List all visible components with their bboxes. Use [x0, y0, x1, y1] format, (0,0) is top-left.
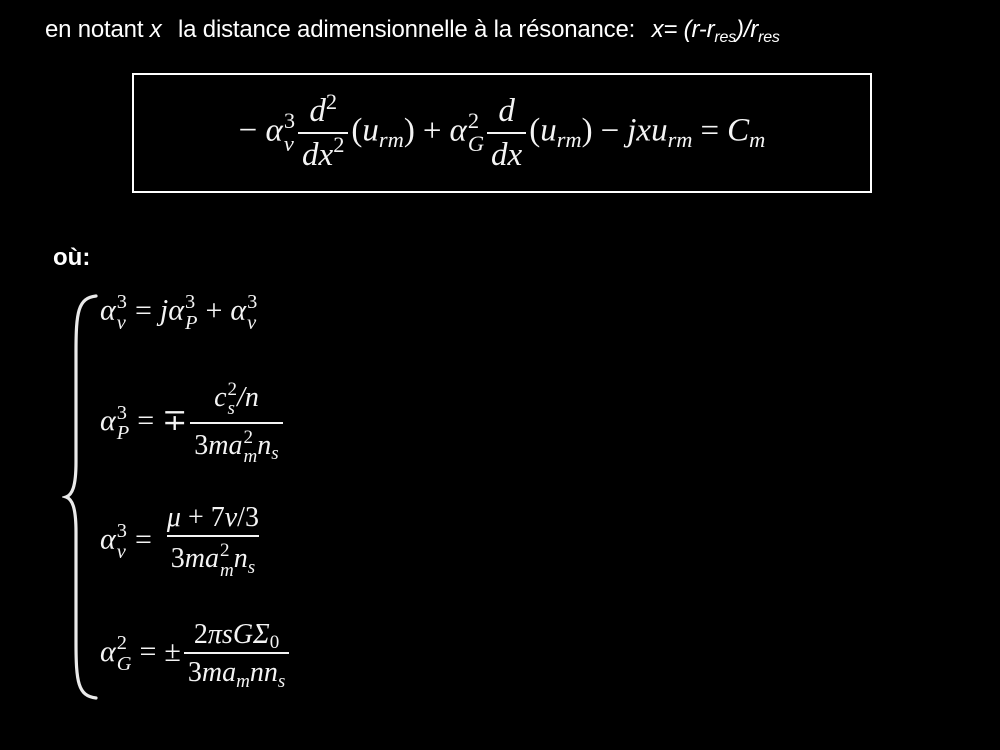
intro-var-x: x: [149, 16, 162, 43]
where-label: où:: [53, 244, 91, 271]
intro-formula: $x= (r-r_{res})/r_{res}$: [651, 16, 780, 46]
main-equation: − α 3 v $\frac{d2}{dx2}$ (urm) + α 2 G $\frac{d}{dx}$ (urm) − jxurm = Cm: [238, 88, 766, 173]
intro-text: [45, 16, 780, 44]
system-line-3: α 3 ν = μ + 7ν/3 3ma 2 m ns: [100, 502, 259, 581]
main-equation-box: [132, 73, 872, 193]
system-line-2: α 3 P = ∓ c 2 s /n 3ma 2 m ns: [100, 380, 286, 467]
intro-text-after: la distance adimensionnelle à la résonance:: [178, 16, 636, 43]
system-line-1: α 3 v = jα 3 P + α 3 ν: [100, 291, 258, 334]
intro-text-before: en notant: [45, 16, 144, 43]
system-line-4: α 2 G = ± $\frac{\text{2πsGΣ0}}{\text{3mamnns}}$: [100, 620, 292, 688]
left-brace: [62, 292, 102, 702]
